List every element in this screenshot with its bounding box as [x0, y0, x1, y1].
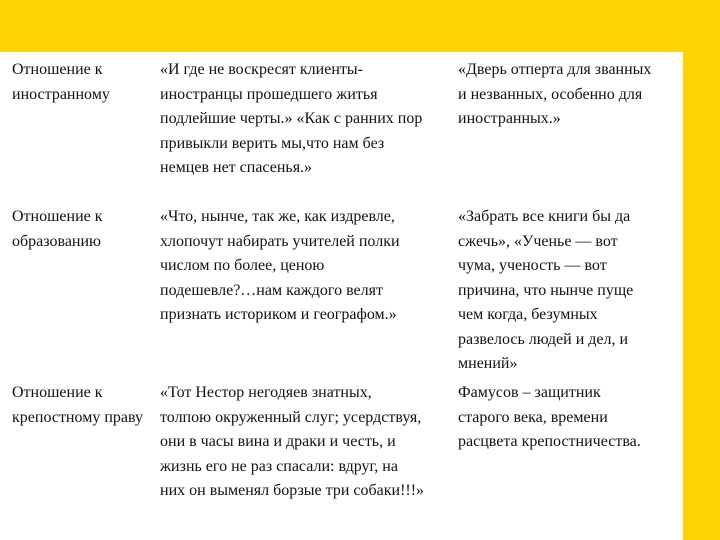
- comment-cell: [458, 205, 688, 377]
- quote-line: «Тот Нестор негодяев знатных,: [160, 384, 372, 401]
- quote-line: они в часы вина и драки и честь, и: [160, 433, 396, 450]
- quote-line: подлейшие черты.» «Как с ранних пор: [160, 110, 423, 127]
- comment-line: и незванных, особенно для: [458, 85, 643, 103]
- quote-line: толпою окруженный слуг; усердствуя,: [160, 408, 422, 426]
- table-row: [12, 58, 682, 205]
- quote-line: них он выменял борзые три собаки!!!»: [160, 482, 425, 499]
- comment-line: чума, ученость — вот: [458, 257, 607, 274]
- topic-cell: [12, 205, 162, 254]
- topic-line: образованию: [12, 232, 101, 250]
- topic-line: Отношение к: [12, 61, 103, 78]
- top-banner: [0, 0, 720, 52]
- quote-line: «И где не воскресят клиенты-: [160, 61, 363, 78]
- quote-line: иностранцы прошедшего житья: [160, 85, 378, 103]
- comment-line: расцвета крепостничества.: [458, 433, 641, 450]
- quote-line: немцев нет спасенья.»: [160, 159, 313, 176]
- topic-cell: [12, 381, 162, 430]
- comment-cell: [458, 381, 688, 455]
- comment-line: развелось людей и дел, и: [458, 330, 629, 348]
- comment-line: «Дверь отперта для званных: [458, 61, 652, 78]
- comment-line: сжечь», «Ученье — вот: [458, 232, 618, 250]
- comment-line: мнений»: [458, 355, 518, 372]
- comment-line: иностранных.»: [458, 110, 561, 127]
- quote-line: подешевле?…нам каждого велят: [160, 281, 383, 299]
- table-row: [12, 381, 682, 511]
- quote-line: «Что, нынче, так же, как издревле,: [160, 208, 395, 225]
- topic-cell: [12, 58, 162, 107]
- quote-cell: [160, 205, 460, 328]
- comparison-table: [12, 58, 682, 511]
- table-row: [12, 205, 682, 381]
- comment-cell: [458, 58, 688, 132]
- quote-cell: [160, 58, 460, 181]
- comment-line: причина, что нынче пуще: [458, 281, 634, 299]
- quote-line: числом по более, ценою: [160, 257, 325, 274]
- quote-line: хлопочут набирать учителей полки: [160, 232, 400, 250]
- topic-line: Отношение к: [12, 384, 103, 401]
- comment-line: чем когда, безумных: [458, 306, 598, 323]
- comment-line: старого века, времени: [458, 408, 608, 426]
- topic-line: Отношение к: [12, 208, 103, 225]
- quote-cell: [160, 381, 460, 504]
- quote-line: привыкли верить мы,что нам без: [160, 134, 385, 152]
- quote-line: признать историком и географом.»: [160, 306, 397, 323]
- comment-line: «Забрать все книги бы да: [458, 208, 631, 225]
- topic-line: крепостному праву: [12, 408, 143, 426]
- quote-line: жизнь его не раз спасали: вдруг, на: [160, 457, 398, 475]
- topic-line: иностранному: [12, 85, 110, 103]
- comment-line: Фамусов – защитник: [458, 384, 601, 401]
- right-banner: [683, 52, 720, 540]
